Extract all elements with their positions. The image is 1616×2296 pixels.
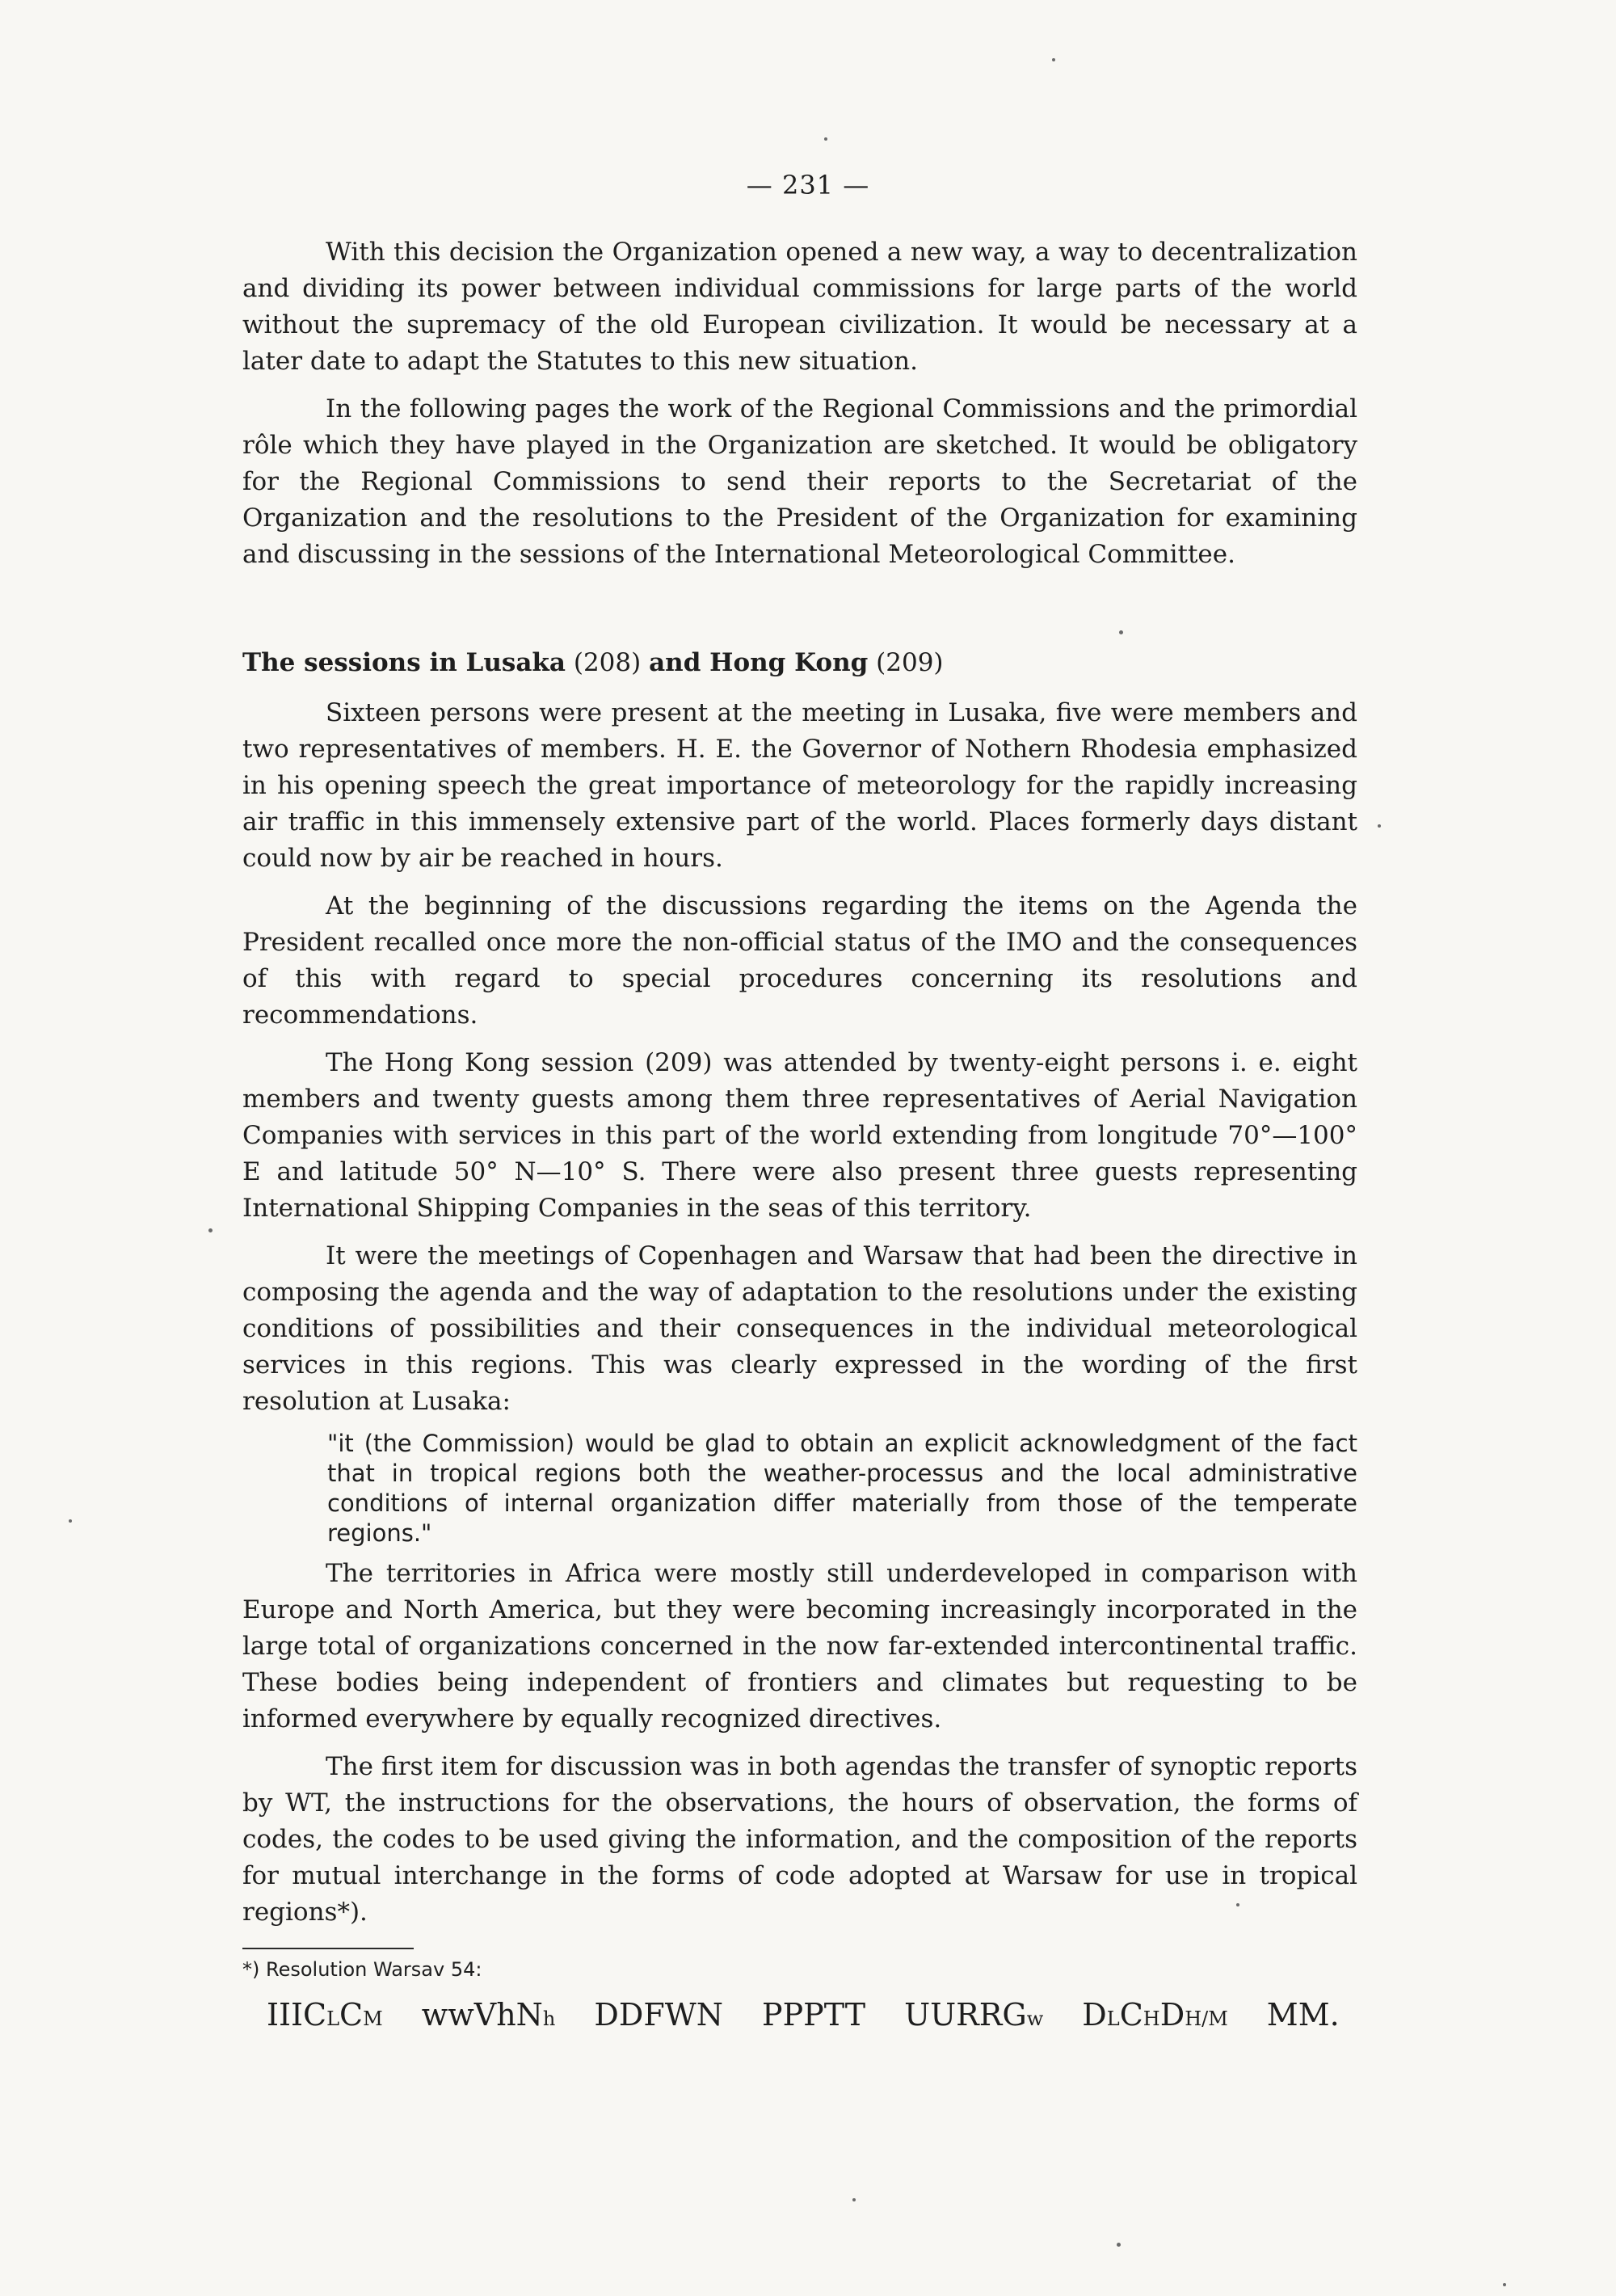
section-heading-ref1: (208) (566, 648, 650, 677)
scan-speck (852, 2198, 856, 2201)
code-group: UURRGw (904, 1997, 1044, 2033)
code-group: MM. (1266, 1997, 1340, 2033)
scan-speck (1378, 824, 1381, 828)
paragraph: At the beginning of the discussions regarding the items on the Agenda the President recalled once more the non-official status of the IMO and the consequences of this with regard to special procedures concerning its resolutions and recommendations. (242, 891, 1357, 1030)
paragraph: With this decision the Organization opened a new way, a way to decentralization and dividing its power between individual commissions for large parts of the world without the supremacy of the old European civilization. It would be necessary at a later date to adapt the Statutes to this new situation. (242, 238, 1357, 376)
scan-speck (824, 137, 827, 141)
section-heading (242, 645, 1357, 681)
scan-speck (1052, 58, 1055, 61)
lusaka-hongkong-section (242, 645, 1357, 1420)
scan-speck (1119, 630, 1123, 634)
scan-speck (1117, 2243, 1121, 2247)
section-heading-part1: The sessions in Lusaka (242, 648, 566, 677)
scan-speck (1503, 2283, 1506, 2286)
paragraph: In the following pages the work of the Regional Commissions and the primordial rôle which they have played in the Organization are sketched. It would be obligatory for the Regional Commissions to send their reports to the Secretariat of the Organization and the resolutions to the President of the Organization for examining and discussing in the sessions of the International Meteorological Committee. (242, 394, 1357, 569)
intro-section (242, 234, 1357, 573)
section-heading-part2: and Hong Kong (649, 648, 869, 677)
footnote-divider (242, 1948, 414, 1949)
scan-speck (1236, 1903, 1239, 1906)
block-quote: "it (the Commission) would be glad to obtain an explicit acknowledgment of the fact that in tropical regions both the weather-processus and the local administrative conditions of internal organization differ materially from those of the temperate regions." (327, 1430, 1357, 1547)
code-group: wwVhNh (421, 1997, 556, 2033)
paragraph: The Hong Kong session (209) was attended by twenty-eight persons i. e. eight members and twenty guests among them three representatives of Aerial Navigation Companies with services in this part of the world extending from longitude 70°—100° E and latitude 50° N—10° S. There were also present three guests representing International Shipping Companies in the seas of this territory. (242, 1048, 1357, 1223)
page-number: — 231 — (746, 170, 870, 200)
code-group: PPPTT (762, 1997, 866, 2033)
synoptic-code-line (267, 1995, 1366, 2039)
closing-section (242, 1556, 1357, 1931)
section-heading-ref2: (209) (868, 648, 944, 677)
code-group: DLCHDH/M (1082, 1997, 1228, 2033)
paragraph: The first item for discussion was in both agendas the transfer of synoptic reports by WT, the instructions for the observations, the hours of observation, the forms of codes, the codes to be used giving the information, and the composition of the reports for mutual interchange in the forms of code adopted at Warsaw for use in tropical regions*). (242, 1752, 1357, 1927)
scan-speck (208, 1228, 213, 1232)
scan-speck (69, 1519, 72, 1523)
footnote: *) Resolution Warsav 54: (242, 1958, 482, 1981)
paragraph: Sixteen persons were present at the meeting in Lusaka, five were members and two representatives of members. H. E. the Governor of Nothern Rhodesia emphasized in his opening speech the great importance of meteorology for the rapidly increasing air traffic in this immensely extensive part of the world. Places formerly days distant could now by air be reached in hours. (242, 698, 1357, 873)
code-group: DDFWN (594, 1997, 723, 2033)
paragraph: The territories in Africa were mostly still underdeveloped in comparison with Europe and North America, but they were becoming increasingly incorporated in the large total of organizations concerned in the now far-extended intercontinental traffic. These bodies being independent of frontiers and climates but requesting to be informed everywhere by equally recognized directives. (242, 1559, 1357, 1734)
paragraph: It were the meetings of Copenhagen and Warsaw that had been the directive in composing the agenda and the way of adaptation to the resolutions under the existing conditions of possibilities and their consequences in the individual meteorological services in this regions. This was clearly expressed in the wording of the first resolution at Lusaka: (242, 1241, 1357, 1416)
code-group: IIICLCM (267, 1997, 383, 2033)
